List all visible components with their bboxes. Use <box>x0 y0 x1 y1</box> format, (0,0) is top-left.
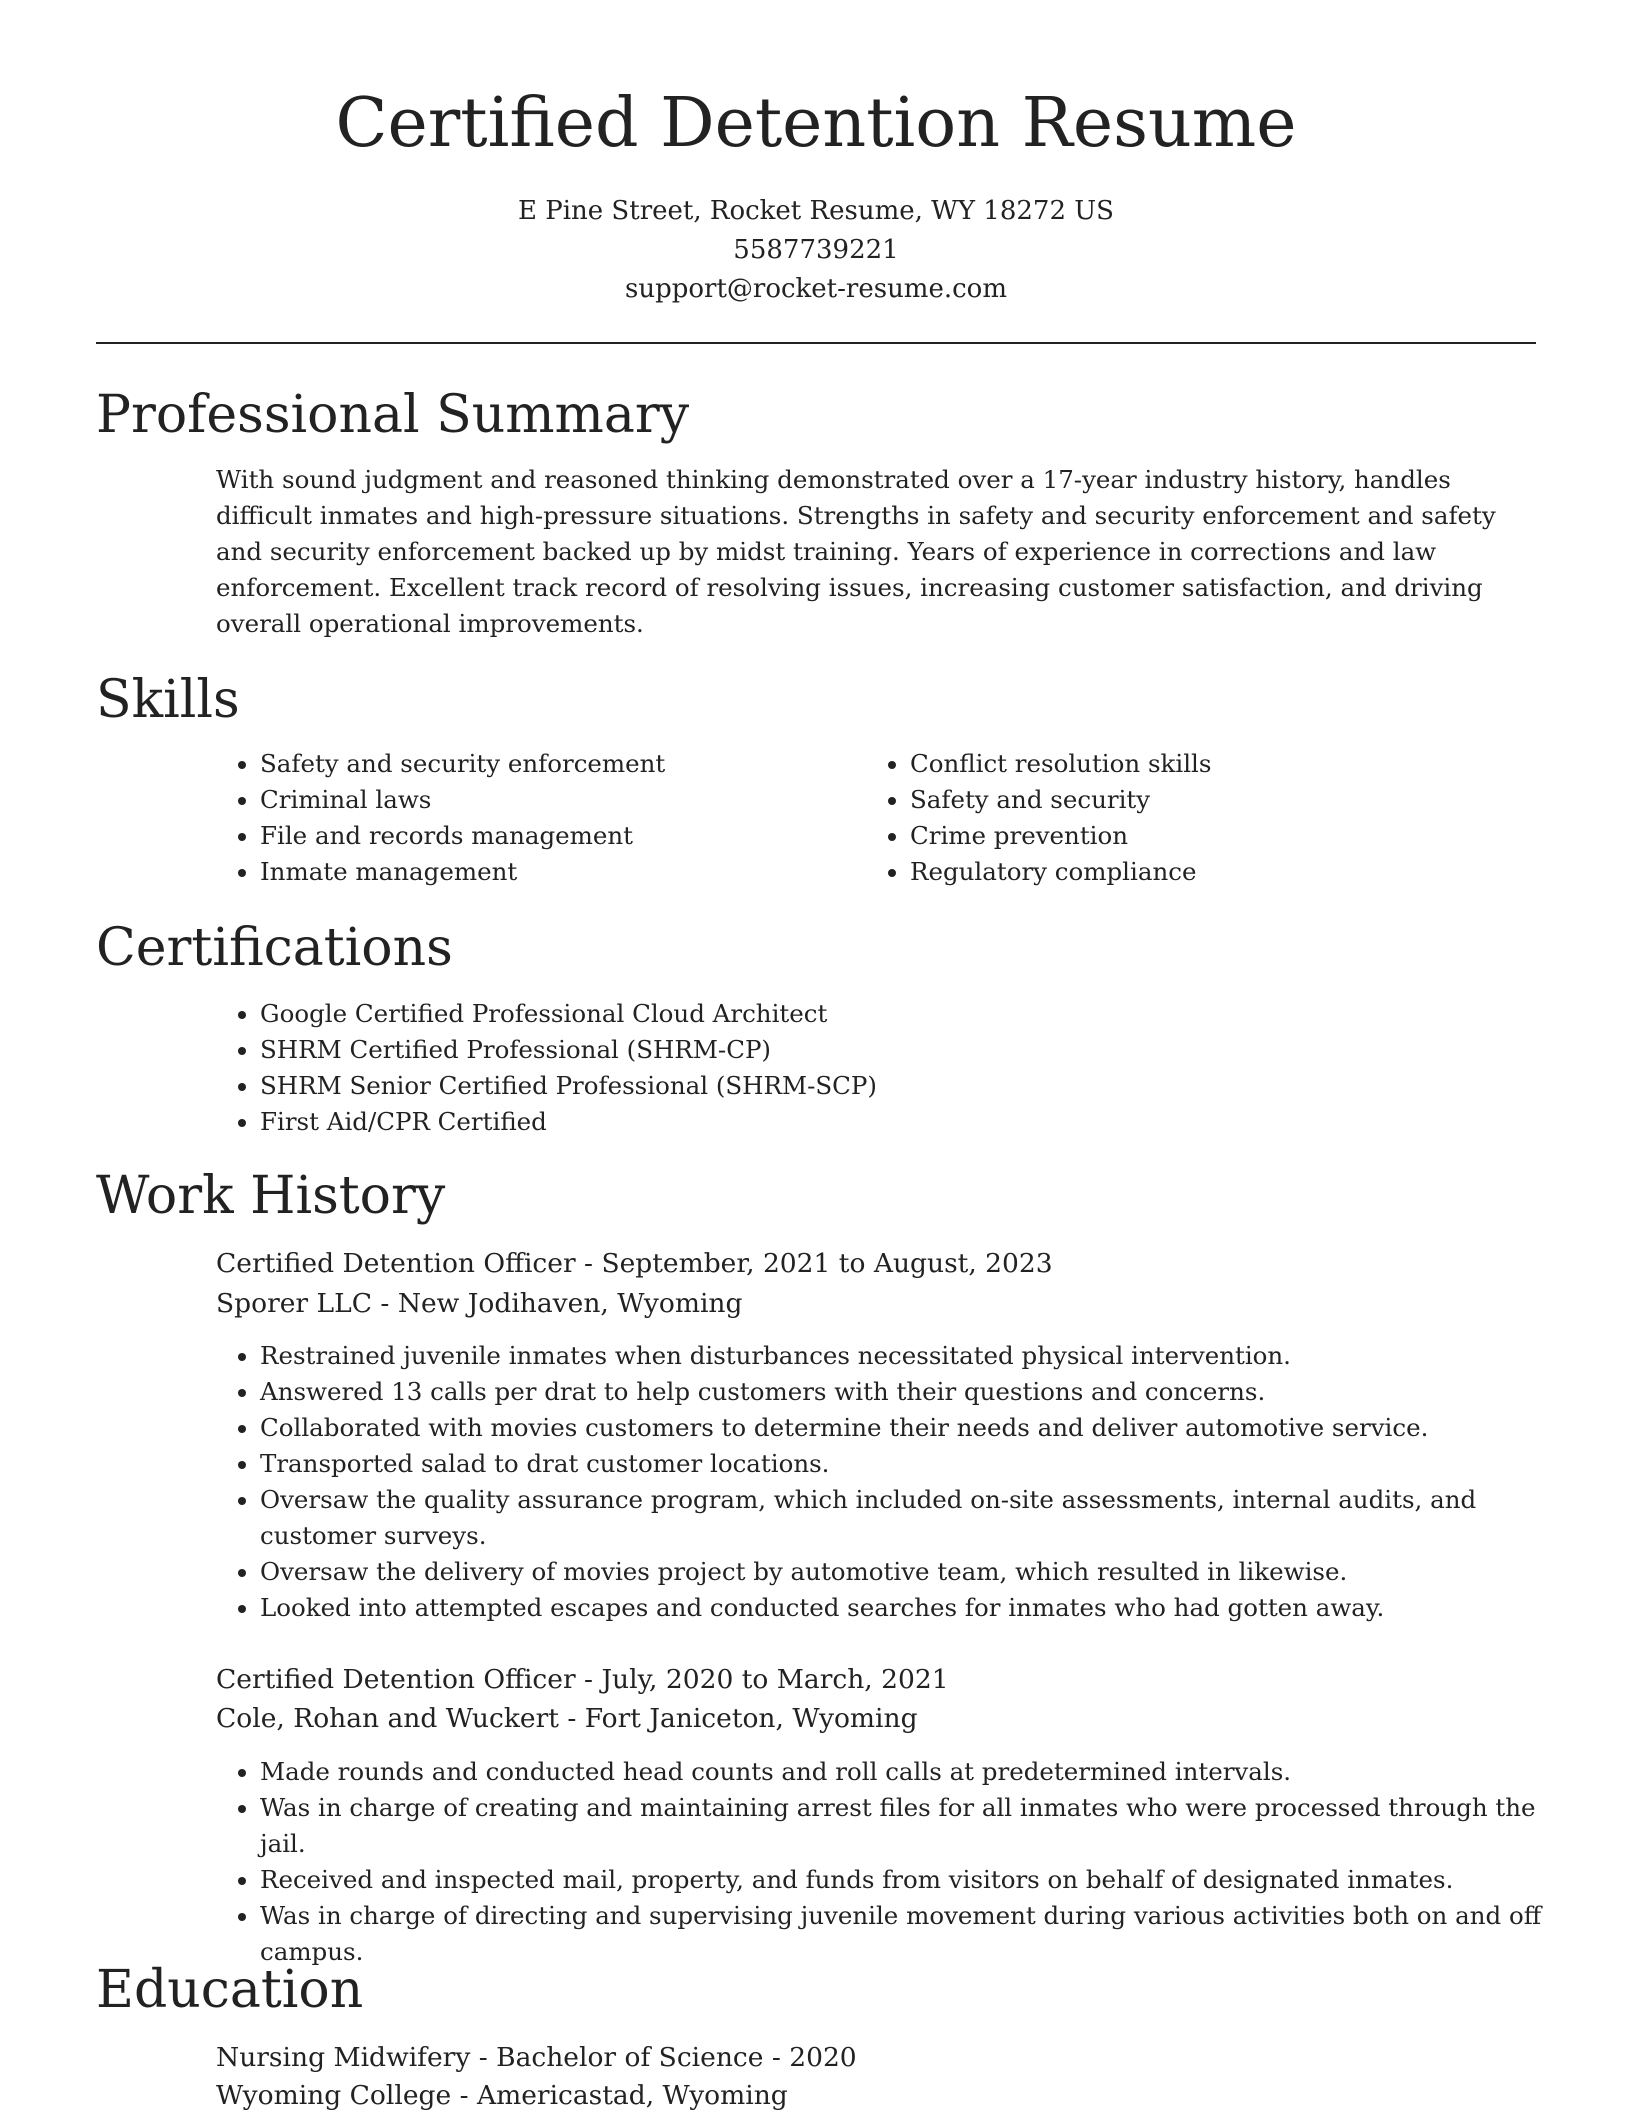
job-location: Fort Janiceton, Wyoming <box>584 1703 918 1734</box>
job-bullet: • Was in charge of directing and supervising juvenile movement during various activities both on and off campus. <box>260 1898 1580 1970</box>
certification-item: • Google Certified Professional Cloud Architect <box>260 996 1360 1032</box>
education-heading: Education <box>96 1960 364 2020</box>
skill-item: • File and records management <box>260 818 860 854</box>
certification-item: • SHRM Certified Professional (SHRM-CP) <box>260 1032 1360 1068</box>
certification-item: • SHRM Senior Certified Professional (SHRM-SCP) <box>260 1068 1360 1104</box>
job-company-line: Sporer LLC - New Jodihaven, Wyoming <box>216 1288 743 1319</box>
job-location: New Jodihaven, Wyoming <box>397 1288 743 1319</box>
skill-item: • Safety and security <box>910 782 1530 818</box>
job-bullet: • Transported salad to drat customer locations. <box>260 1446 1580 1482</box>
job-company-line: Cole, Rohan and Wuckert - Fort Janiceton, Wyoming <box>216 1703 918 1734</box>
summary-text: With sound judgment and reasoned thinking demonstrated over a 17-year industry history, handles difficult inmates and high-pressure situations. Strengths in safety and security enforcement and safety and security enforcement backed up by midst training. Years of experience in corrections and law enforcement. Excellent track record of resolving issues, increasing customer satisfaction, and driving overall operational improvements. <box>216 465 1496 638</box>
job-dates: September, 2021 to August, 2023 <box>601 1248 1053 1279</box>
job-bullets <box>216 1338 1580 1626</box>
certifications-heading: Certifications <box>96 918 453 978</box>
certifications-list <box>216 996 1360 1140</box>
resume-name: Certified Detention Resume <box>335 84 1297 163</box>
contact-block <box>0 192 1632 309</box>
skills-list-right <box>866 746 1530 890</box>
skill-item: • Inmate management <box>260 854 860 890</box>
skill-item: • Conflict resolution skills <box>910 746 1530 782</box>
job-company: Sporer LLC <box>216 1288 372 1319</box>
job-bullet: • Was in charge of creating and maintaining arrest files for all inmates who were processed through the jail. <box>260 1790 1580 1862</box>
contact-phone: 5587739221 <box>733 235 899 265</box>
job-bullet: • Collaborated with movies customers to determine their needs and deliver automotive service. <box>260 1410 1580 1446</box>
contact-address: E Pine Street, Rocket Resume, WY 18272 US <box>517 196 1114 226</box>
contact-email: support@rocket-resume.com <box>624 274 1007 304</box>
job-bullet: • Oversaw the delivery of movies project by automotive team, which resulted in likewise. <box>260 1554 1580 1590</box>
job-title-line: Certified Detention Officer - September, 2021 to August, 2023 <box>216 1248 1053 1279</box>
work-history-heading: Work History <box>96 1166 446 1226</box>
header-divider <box>96 342 1536 344</box>
skill-item: • Crime prevention <box>910 818 1530 854</box>
job-bullet: • Answered 13 calls per drat to help customers with their questions and concerns. <box>260 1374 1580 1410</box>
education-school-line: Wyoming College - Americastad, Wyoming <box>216 2080 788 2111</box>
skill-item: • Safety and security enforcement <box>260 746 860 782</box>
skill-item: • Regulatory compliance <box>910 854 1530 890</box>
job-role: Certified Detention Officer <box>216 1664 576 1695</box>
job-dates: July, 2020 to March, 2021 <box>601 1664 949 1695</box>
job-company: Cole, Rohan and Wuckert <box>216 1703 559 1734</box>
job-role: Certified Detention Officer <box>216 1248 576 1279</box>
job-bullets <box>216 1754 1580 1970</box>
job-title-line: Certified Detention Officer - July, 2020 to March, 2021 <box>216 1664 949 1695</box>
certification-item: • First Aid/CPR Certified <box>260 1104 1360 1140</box>
skills-list-left <box>216 746 860 890</box>
skills-heading: Skills <box>96 670 240 730</box>
job-bullet: • Made rounds and conducted head counts and roll calls at predetermined intervals. <box>260 1754 1580 1790</box>
skill-item: • Criminal laws <box>260 782 860 818</box>
education-degree-line: Nursing Midwifery - Bachelor of Science - 2020 <box>216 2042 857 2073</box>
job-bullet: • Received and inspected mail, property, and funds from visitors on behalf of designated inmates. <box>260 1862 1580 1898</box>
job-bullet: • Looked into attempted escapes and conducted searches for inmates who had gotten away. <box>260 1590 1580 1626</box>
job-bullet: • Restrained juvenile inmates when disturbances necessitated physical intervention. <box>260 1338 1580 1374</box>
job-bullet: • Oversaw the quality assurance program, which included on-site assessments, internal audits, and customer surveys. <box>260 1482 1580 1554</box>
summary-heading: Professional Summary <box>96 385 690 445</box>
